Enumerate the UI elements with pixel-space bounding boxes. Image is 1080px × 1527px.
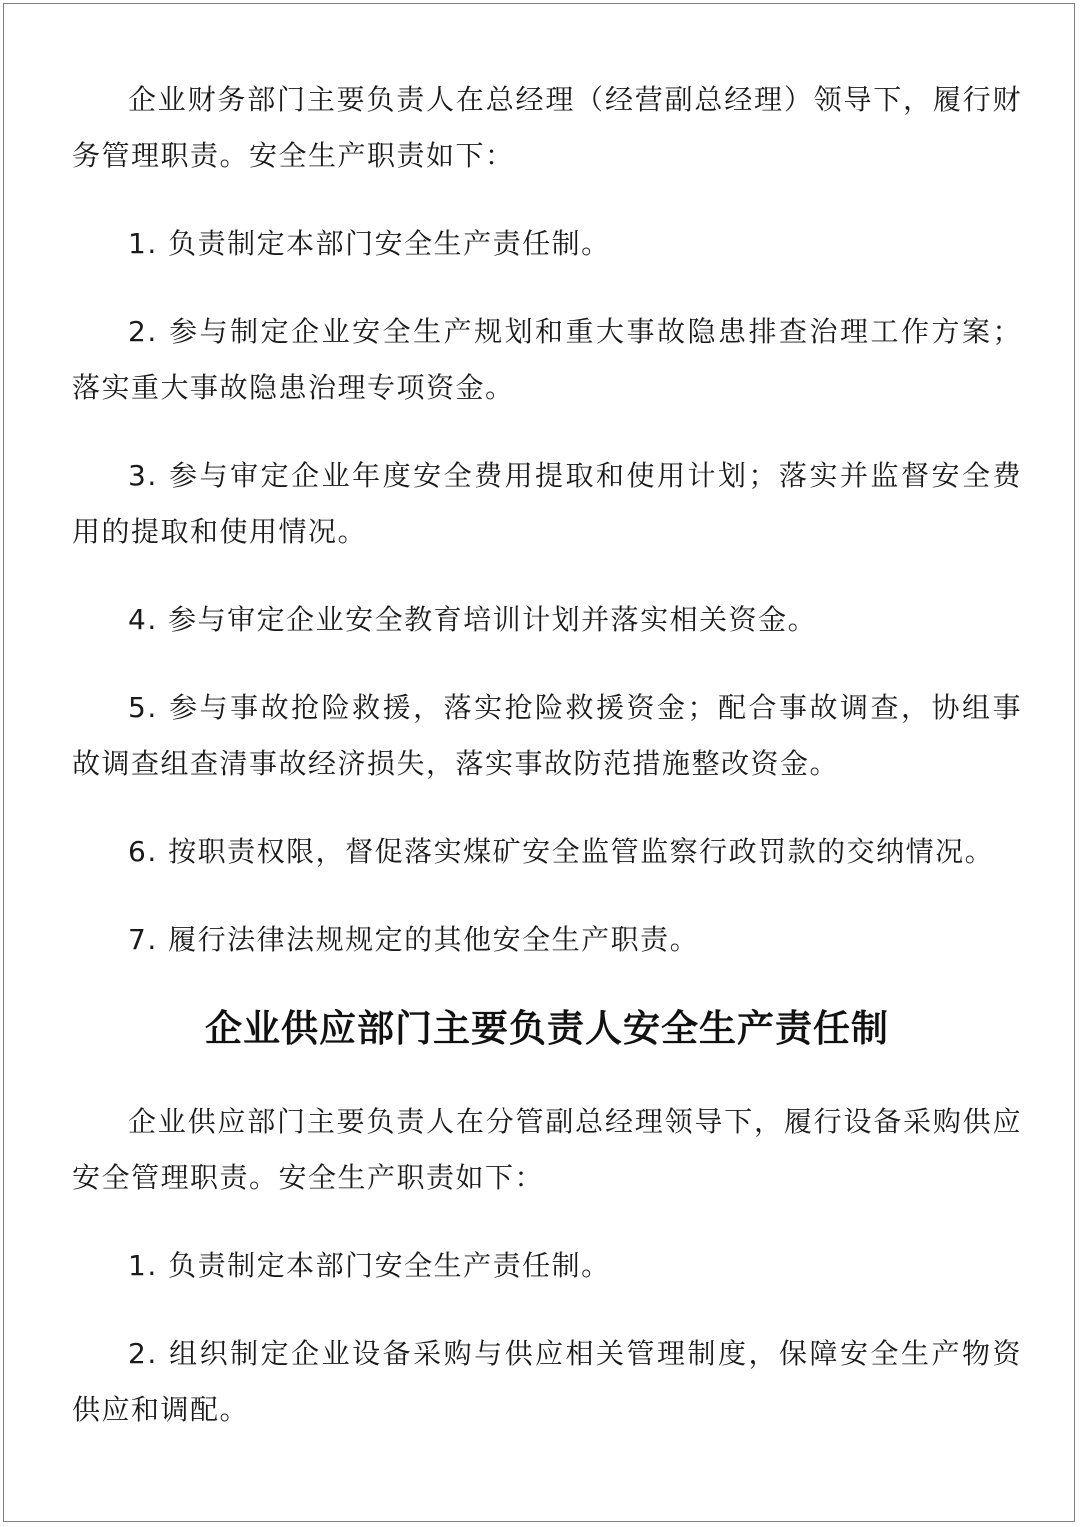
supply-intro: 企业供应部门主要负责人在分管副总经理领导下，履行设备采购供应安全管理职责。安全生产职责如下：	[72, 1105, 1022, 1194]
finance-duty-7: 7. 履行法律法规规定的其他安全生产职责。	[128, 923, 700, 956]
finance-duty-6: 6. 按职责权限，督促落实煤矿安全监管监察行政罚款的交纳情况。	[128, 835, 995, 868]
finance-duty-2: 2. 参与制定企业安全生产规划和重大事故隐患排查治理工作方案；落实重大事故隐患治理专项资金。	[72, 315, 1022, 404]
supply-duty-1: 1. 负责制定本部门安全生产责任制。	[128, 1249, 611, 1282]
supply-section-title: 企业供应部门主要负责人安全生产责任制	[205, 1006, 889, 1050]
page-frame	[3, 3, 1075, 1522]
finance-duty-1: 1. 负责制定本部门安全生产责任制。	[128, 227, 611, 260]
supply-duty-2: 2. 组织制定企业设备采购与供应相关管理制度，保障安全生产物资供应和调配。	[72, 1337, 1022, 1426]
finance-duty-3: 3. 参与审定企业年度安全费用提取和使用计划；落实并监督安全费用的提取和使用情况。	[72, 459, 1022, 548]
finance-duty-4: 4. 参与审定企业安全教育培训计划并落实相关资金。	[128, 603, 818, 636]
finance-intro: 企业财务部门主要负责人在总经理（经营副总经理）领导下，履行财务管理职责。安全生产职责如下：	[72, 83, 1022, 172]
document-body	[72, 72, 1022, 1470]
finance-duty-5: 5. 参与事故抢险救援，落实抢险救援资金；配合事故调查，协组事故调查组查清事故经济损失，落实事故防范措施整改资金。	[72, 691, 1022, 780]
